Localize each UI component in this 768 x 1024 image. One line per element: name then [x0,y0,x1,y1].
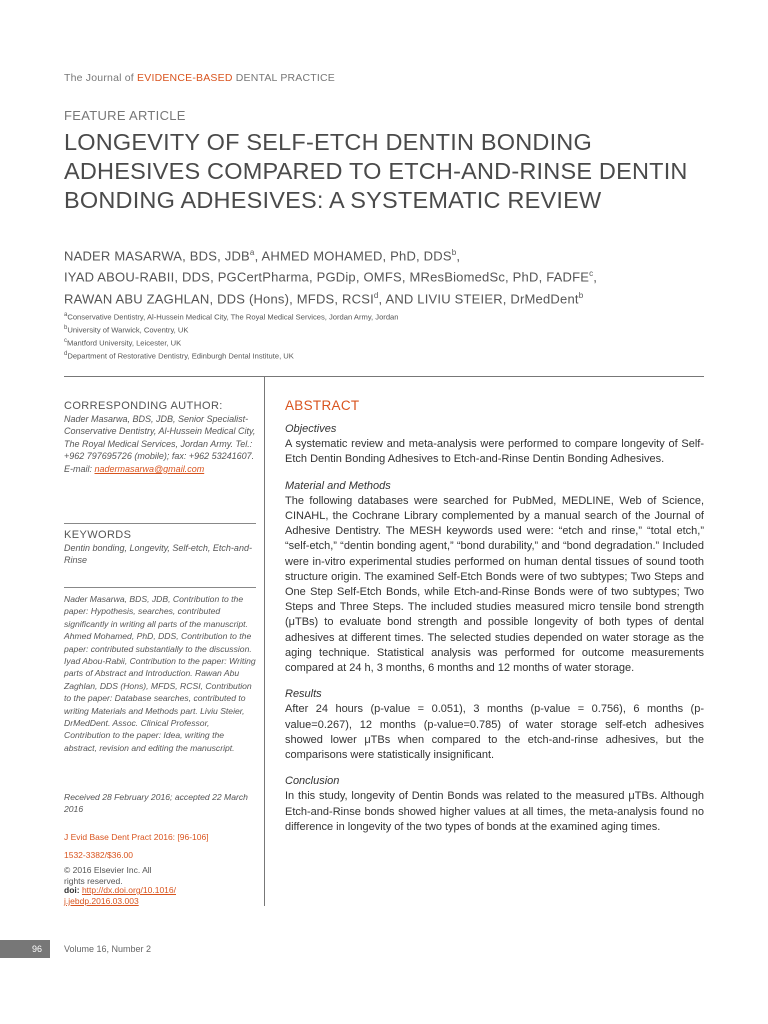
conclusion-heading: Conclusion [285,775,340,788]
contributions-text: Nader Masarwa, BDS, JDB, Contribution to the paper: Hypothesis, searches, contributed significantly in writing all parts of the manuscript. Ahmed Mohamed, PhD, DDS, Contribution to the paper: contributed substantially to the discussion. Iyad Abou-Rabii, Contribution to the paper: Writing parts of Abstract and Introduction. Rawan Abu Zaghlan, DDS (Hons), MFDS, RCSI, Contribution to the paper: Database searches, contributed to writing Materials and Methods part. Liviu Steier, DrMedDent. Assoc. Clinical Professor, Contribution to the paper: Idea, writing the abstract, revision and editing the manuscript. [64,594,256,753]
keywords-text: Dentin bonding, Longevity, Self-etch, Etch-and-Rinse [64,542,252,566]
article-title: LONGEVITY OF SELF-ETCH DENTIN BONDING ADHESIVES COMPARED TO ETCH-AND-RINSE DENTIN BONDING ADHESIVES: A SYSTEMATIC REVIEW [64,129,688,213]
journal-name: The Journal of EVIDENCE-BASED DENTAL PRACTICE [64,72,336,84]
sidebar-divider [64,523,256,524]
results-text: After 24 hours (p-value = 0.051), 3 months (p-value = 0.756), 6 months (p-value=0.267), 12 months (p-value=0.785) of water storage self-etch adhesives showed lower μTBs when compared to the etch-and-rinse adhesives, but the comparisons were statistically insignificant. [285,703,704,762]
objectives-heading: Objectives [285,423,337,435]
affiliations [64,310,724,363]
corresponding-author-block: CORRESPONDING AUTHOR: Nader Masarwa, BDS, JDB, Senior Specialist- Conservative Dentistry, Al-Hussein Medical City, The Royal Medical Services, Jordan Army. Tel.: +962 797695726 (mobile); fax: +962 53241607. E-mail: nadermasarwa@gmail.com [64,400,256,474]
conclusion-text: In this study, longevity of Dentin Bonds was related to the measured μTBs. Although Etch-and-Rinse bonds showed higher values at all times, the meta-analysis found no difference in longevity of the two types of bonds at the examined aging times. [285,790,704,833]
affiliation-item: $^c$Mantford University, Leicester, UK [64,338,182,348]
abstract-body [285,422,704,835]
doi-link[interactable]: http://dx.doi.org/10.1016/ j.jebdp.2016.03.003 [64,885,176,906]
header-divider [64,376,704,377]
affiliation-item: $^d$Department of Restorative Dentistry, Edinburgh Dental Institute, UK [64,351,294,361]
column-divider [264,376,265,906]
affiliation-item: $^a$Conservative Dentistry, Al-Hussein Medical City, The Royal Medical Services, Jordan Army, Jordan [64,312,399,322]
author-list: NADER MASARWA, BDS, JDB$^a$, AHMED MOHAMED, PhD, DDS$^b$, IYAD ABOU-RABII, DDS, PGCertPharma, PGDip, OMFS, MResBiomedSc, PhD, FADFE$^c$, RAWAN ABU ZAGHLAN, DDS (Hons), MFDS, RCSI$^d$, AND LIVIU STEIER, DrMedDent$^b$ [64,248,598,306]
journal-name-highlight: EVIDENCE-BASED [137,72,233,84]
citation: J Evid Base Dent Pract 2016: [96-106] [64,832,209,842]
issn: 1532-3382/$36.00 [64,850,134,860]
received-dates: Received 28 February 2016; accepted 22 March 2016 [64,792,248,815]
volume-info: Volume 16, Number 2 [64,944,152,954]
sidebar-divider [64,587,256,588]
affiliation-item: $^b$University of Warwick, Coventry, UK [64,325,189,335]
methods-heading: Material and Methods [285,479,391,492]
page-number: 96 [0,940,50,958]
keywords-block [64,529,256,567]
corresponding-author-heading: CORRESPONDING AUTHOR: [64,400,223,412]
methods-text: The following databases were searched for PubMed, MEDLINE, Web of Science, CINAHL, the Cochrane Library complemented by a manual search of the Journal of Adhesive Dentistry. The MESH keywords used were: “etch and rinse,” “total etch,” “self-etch,” “dentin bonding agent,” “bond durability,” and “bond degradation.” Included were in-vitro experimental studies performed on human dental tissues of sound tooth structure origin. The examined Self-Etch Bonds were of two subtypes; Two Steps and One Step Self-Etch Bonds, while Etch-and-Rinse Bonds were of two subtypes; Two Steps and Three Steps. The included studies measured micro tensile bond strength (μTBs) to evaluate bond strength and possible longevity of both types of dental adhesives at different times. The selected studies depended on water storage as the aging technique. Statistical analysis was performed for outcome measurements compared at 24 h, 3 months, 6 months and 12 months of water storage. [285,494,704,675]
results-heading: Results [285,688,322,701]
email-link[interactable]: nadermasarwa@gmail.com [94,463,205,474]
objectives-text: A systematic review and meta-analysis were performed to compare longevity of Self-Etch Dentin Bonding Adhesives to Etch-and-Rinse Dentin Bonding Adhesives. [285,438,704,466]
corresponding-author-text: Nader Masarwa, BDS, JDB, Senior Specialist- Conservative Dentistry, Al-Hussein Medical City, The Royal Medical Services, Jordan Army. Tel.: +962 797695726 (mobile); fax: +962 53241607. [64,413,256,462]
copyright: © 2016 Elsevier Inc. All rights reserved. [64,865,152,886]
keywords-heading: KEYWORDS [64,529,132,541]
doi-block: doi: http://dx.doi.org/10.1016/ j.jebdp.2016.03.003 [64,885,176,906]
abstract-heading: ABSTRACT [285,398,360,413]
article-type: FEATURE ARTICLE [64,108,186,123]
